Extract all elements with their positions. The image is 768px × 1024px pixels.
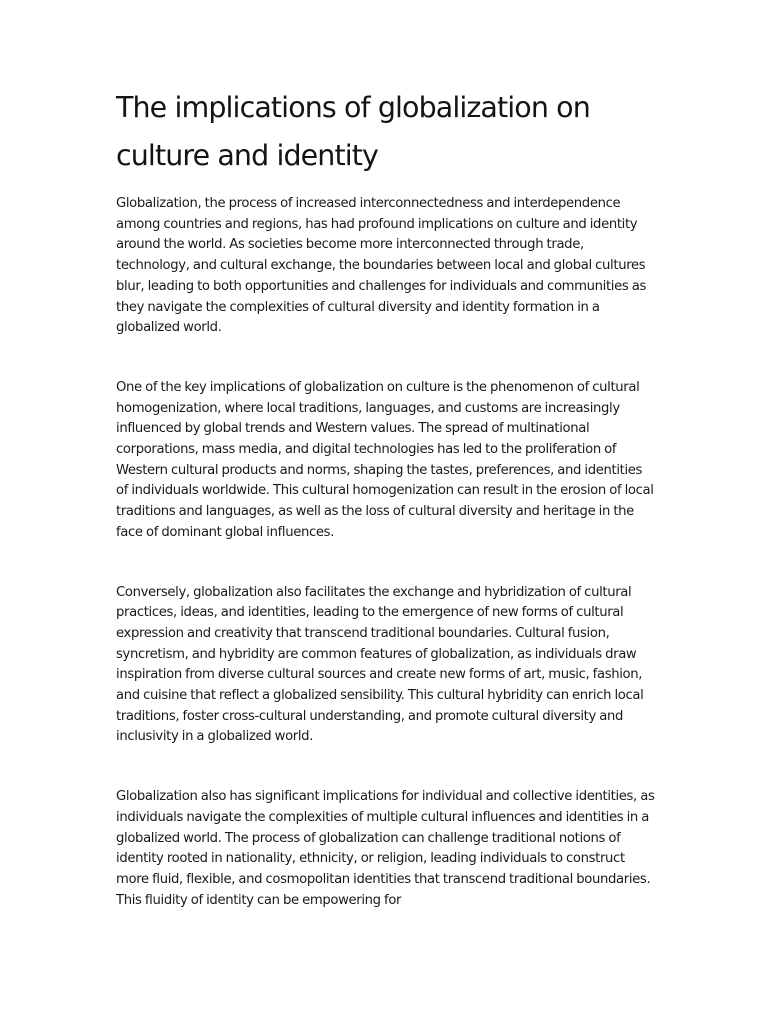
paragraph: One of the key implications of globalization on culture is the phenomenon of cultural homogenization, where local traditions, languages, and customs are increasingly influenced by global trends and Western values. The spread of multinational corporations, mass media, and digital technologies has led to the proliferation of Western cultural products and norms, shaping the tastes, preferences, and identities of individuals worldwide. This cultural homogenization can result in the erosion of local traditions and languages, as well as the loss of cultural diversity and heritage in the face of dominant global influences. [116, 379, 654, 540]
page-title: The implications of globalization on culture and identity [116, 91, 590, 172]
paragraph: Conversely, globalization also facilitates the exchange and hybridization of cultural practices, ideas, and identities, leading to the emergence of new forms of cultural expression and creativity that transcend traditional boundaries. Cultural fusion, syncretism, and hybridity are common features of globalization, as individuals draw inspiration from diverse cultural sources and create new forms of art, music, fashion, and cuisine that reflect a globalized sensibility. This cultural hybridity can enrich local traditions, foster cross-cultural understanding, and promote cultural diversity and inclusivity in a globalized world. [116, 584, 644, 745]
paragraph: Globalization also has significant implications for individual and collective identities, as individuals navigate the complexities of multiple cultural influences and identities in a globalized world. The process of globalization can challenge traditional notions of identity rooted in nationality, ethnicity, or religion, leading individuals to construct more fluid, flexible, and cosmopolitan identities that transcend traditional boundaries. This fluidity of identity can be empowering for [116, 789, 655, 908]
paragraph: Globalization, the process of increased interconnectedness and interdependence among countries and regions, has had profound implications on culture and identity around the world. As societies become more interconnected through trade, technology, and cultural exchange, the boundaries between local and global cultures blur, leading to both opportunities and challenges for individuals and communities as they navigate the complexities of cultural diversity and identity formation in a globalized world. [116, 196, 646, 336]
document-page [116, 84, 656, 911]
